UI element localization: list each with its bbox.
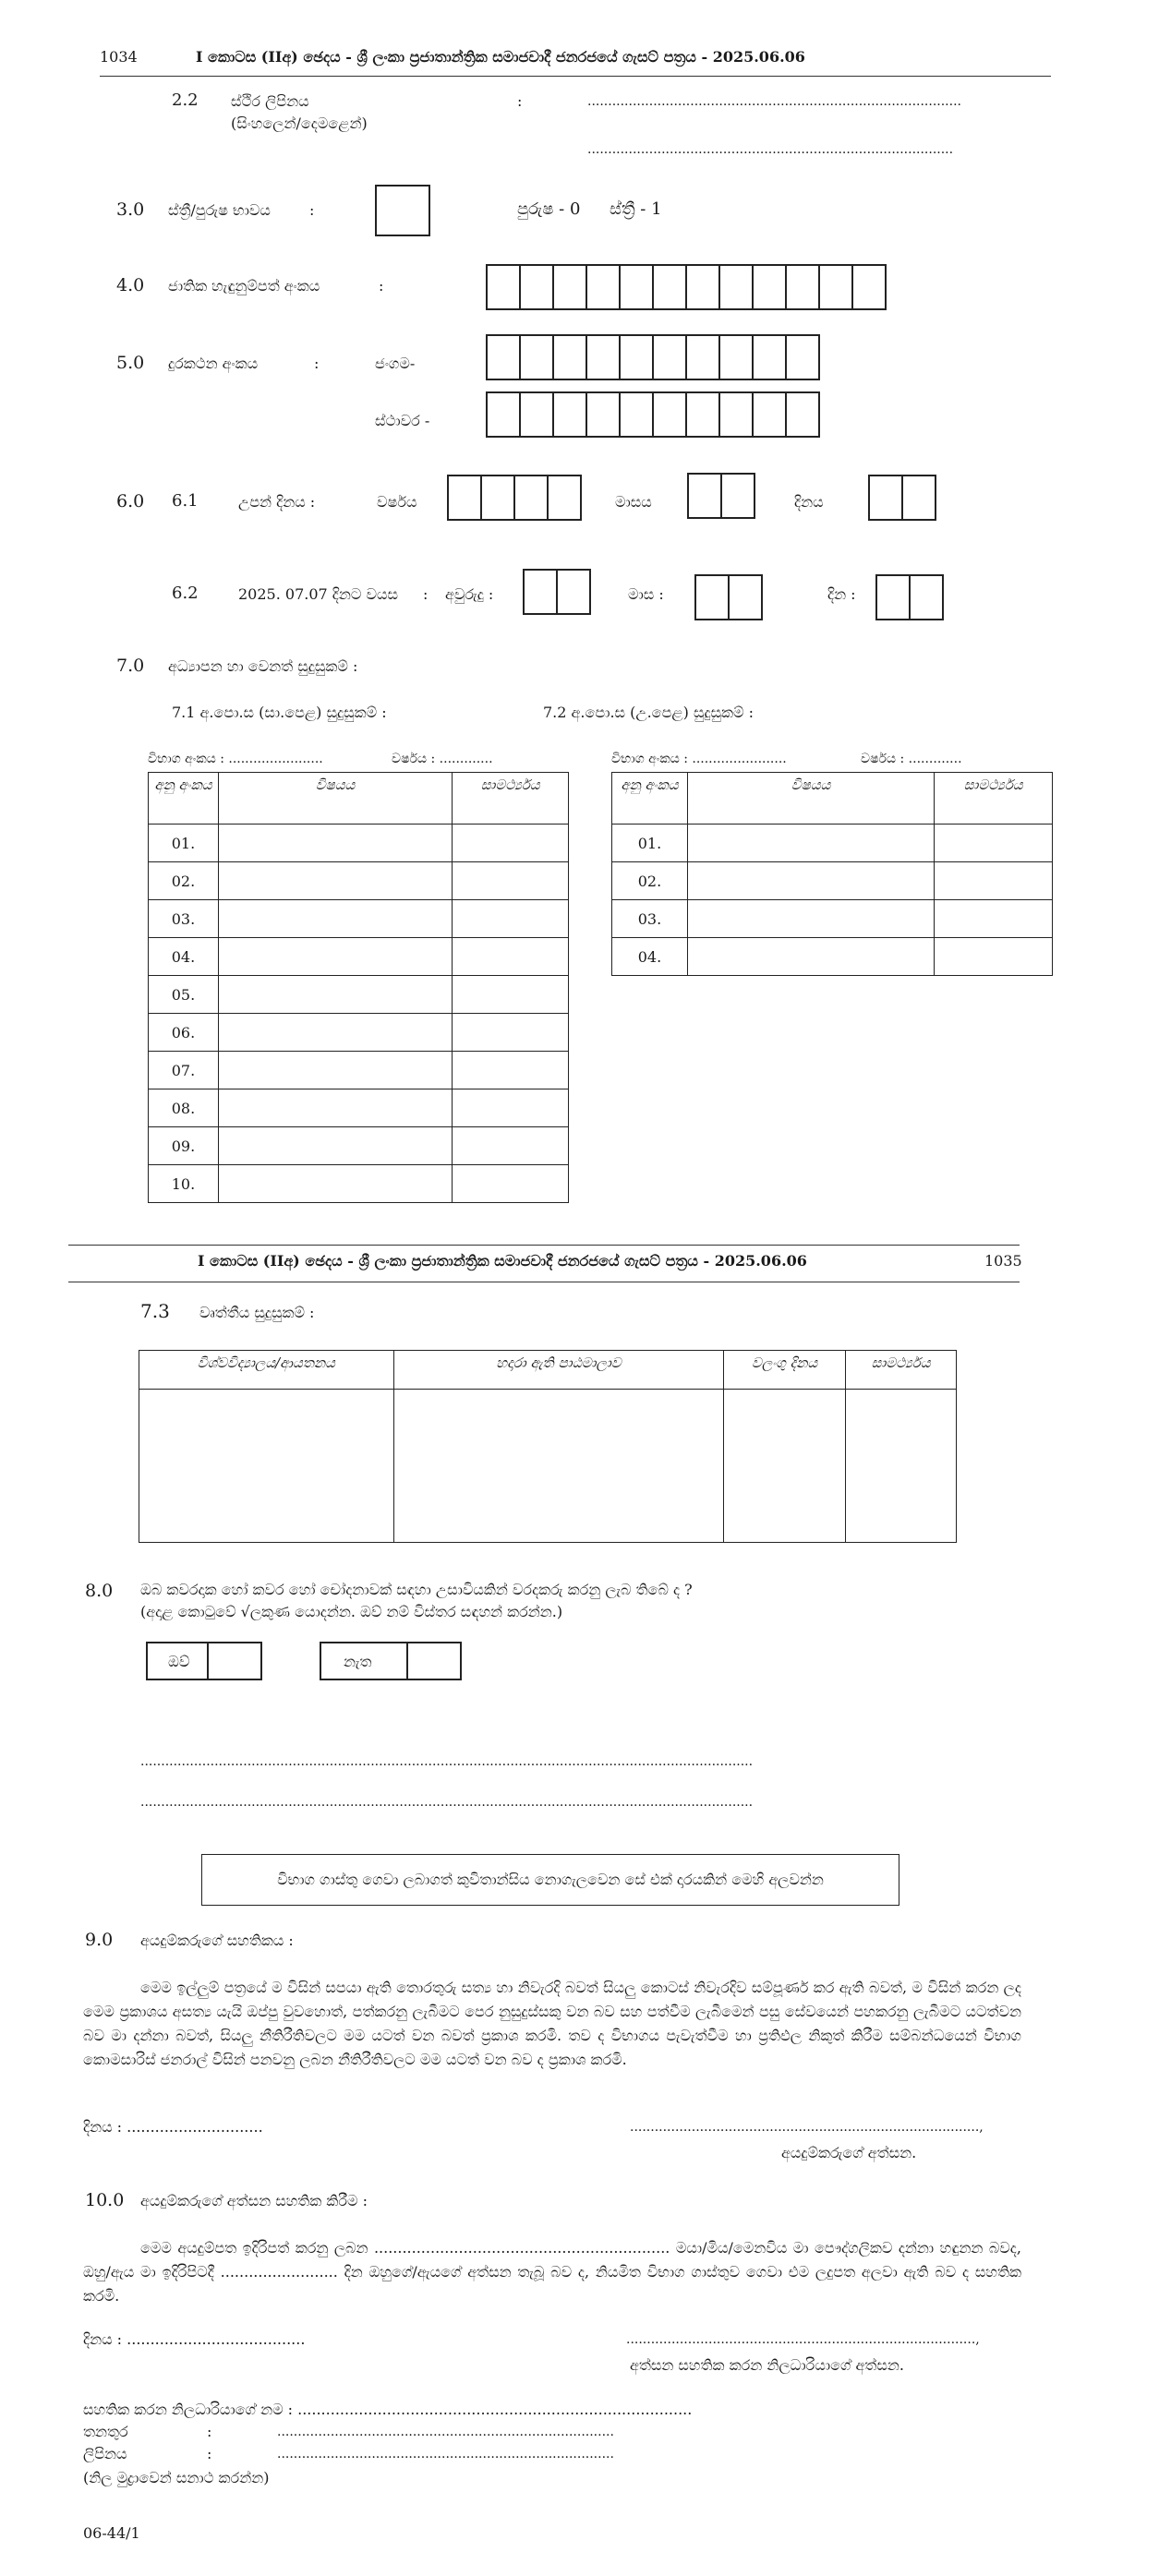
professional-table xyxy=(139,1350,957,1543)
receipt-notice-box xyxy=(201,1854,899,1906)
page-header: I කොටස (IIඅ) ඡෙදය - ශ්‍රී ලංකා ප්‍රජාතාන්ත්‍රික සමාජවාදී ජනරජයේ ගැසට් පත්‍රය - 2025.06.06 xyxy=(196,48,805,66)
colon: : xyxy=(379,277,384,295)
al-year[interactable]: වර්ෂය : ............. xyxy=(861,752,962,766)
s2-2-sub: (සිංහලෙන්/දෙමළෙන්) xyxy=(231,114,368,132)
s5-label: දුරකථන අංකය xyxy=(168,355,259,372)
yes-label: ඔව් xyxy=(168,1653,190,1670)
al-exam-no[interactable]: විභාග අංකය : ....................... xyxy=(611,752,787,766)
colon: : xyxy=(314,355,320,372)
s5-num: 5.0 xyxy=(116,353,145,373)
page-divider xyxy=(68,1245,1020,1246)
officer-post-label: තනතුර xyxy=(83,2423,128,2440)
s4-label: ජාතික හැඳුනුම්පත් අංකය xyxy=(168,277,320,295)
grade-cell[interactable] xyxy=(846,1390,957,1543)
fixed-label: ස්ථාවර - xyxy=(375,412,430,429)
s6-num: 6.0 xyxy=(116,491,145,512)
valid-date-cell[interactable] xyxy=(724,1390,846,1543)
colon: : xyxy=(423,585,429,603)
row-no: 04. xyxy=(612,938,688,976)
dob-month-boxes[interactable] xyxy=(687,473,755,519)
university-cell[interactable] xyxy=(139,1390,394,1543)
grade-cell[interactable] xyxy=(935,938,1053,976)
subject-cell[interactable] xyxy=(218,938,452,976)
s10-signature-label: අත්සන සහතික කරන නිලධාරියාගේ අත්සන. xyxy=(630,2356,904,2374)
grade-cell[interactable] xyxy=(453,976,569,1014)
age-days-label: දින : xyxy=(827,585,856,603)
grade-cell[interactable] xyxy=(453,1127,569,1165)
s9-declaration: මෙම ඉල්ලුම් පත්‍රයේ ම විසින් සපයා ඇති තොරතුරු සත්‍ය හා නිවැරදි බවත් සියලු කොටස් නිවැරදිව සම්පූර්ණ කර ඇති බවත්, ම විසින් කරන ලද මෙම ප්‍රකාශය අසත්‍ය යැයි ඔප්පු වුවහොත්, පත්කරනු ලැබීමට පෙර නුසුදුස්සකු වන බව සහ පත්වීම ලැබීමෙන් පසු සේවයෙන් පහකරනු ලැබීමට යටත්වන බව මා දන්නා බවත්, සියලු නීතිරීතිවලට මම යටත් වන බවත් ප්‍රකාශ කරමි. තව ද විභාගය පැවැත්වීම හා ප්‍රතිඵල නිකුත් කිරීම සම්බන්ධයෙන් විභාග කොමසාරිස් ජනරාල් විසින් පනවනු ලබන නීතිරීතිවලට මම යටත් වන බව ද ප්‍රකාශ කරමි. xyxy=(83,1979,1021,2068)
s9-num: 9.0 xyxy=(85,1930,114,1950)
table-row xyxy=(149,1014,569,1052)
subject-cell[interactable] xyxy=(218,825,452,862)
subject-cell[interactable] xyxy=(687,900,934,938)
table-row xyxy=(149,1089,569,1127)
subject-cell[interactable] xyxy=(218,1127,452,1165)
s7-2-label: 7.2 අ.පො.ස (උ.පෙළ) සුදුසුකම් : xyxy=(543,704,755,721)
subject-cell[interactable] xyxy=(218,976,452,1014)
s8-question: ඔබ කවරදාක හෝ කවර හෝ චෝදනාවක් සඳහා උසාවියකින් වරදකරු කරනු ලැබ තිබේ ද ? xyxy=(140,1581,693,1598)
col-grade: සාමර්ථ්‍යය xyxy=(453,773,569,825)
grade-cell[interactable] xyxy=(935,900,1053,938)
s9-date[interactable]: දිනය : ............................. xyxy=(83,2118,263,2136)
address-line-1[interactable]: ........................................................................................... xyxy=(587,94,961,109)
row-no: 06. xyxy=(149,1014,219,1052)
s7-label: අධ්‍යාපන හා වෙනත් සුදුසුකම් : xyxy=(168,657,358,675)
mobile-label: ජංගම- xyxy=(375,355,416,372)
no-checkbox[interactable] xyxy=(406,1642,462,1680)
nic-boxes[interactable] xyxy=(486,264,887,310)
row-no: 04. xyxy=(149,938,219,976)
grade-cell[interactable] xyxy=(453,862,569,900)
s7-num: 7.0 xyxy=(116,656,145,676)
age-years-boxes[interactable] xyxy=(523,569,591,615)
subject-cell[interactable] xyxy=(687,862,934,900)
table-row xyxy=(149,976,569,1014)
s3-label: ස්ත්‍රී/පුරුෂ භාවය xyxy=(168,201,271,219)
ol-exam-no[interactable]: විභාග අංකය : ....................... xyxy=(148,752,323,766)
col-university: විශ්වවිද්‍යාලය/ආයතනය xyxy=(139,1351,394,1390)
table-row xyxy=(149,900,569,938)
page-header-2: I කොටස (IIඅ) ඡෙදය - ශ්‍රී ලංකා ප්‍රජාතාන්ත්‍රික සමාජවාදී ජනරජයේ ගැසට් පත්‍රය - 2025.06.06 xyxy=(198,1252,807,1270)
col-course: හදාරා ඇති පාඨමාලාව xyxy=(393,1351,724,1390)
mobile-boxes[interactable] xyxy=(486,334,820,380)
male-note: පුරුෂ - 0 xyxy=(517,199,581,219)
page-number: 1034 xyxy=(100,48,138,66)
grade-cell[interactable] xyxy=(453,825,569,862)
subject-cell[interactable] xyxy=(687,825,934,862)
table-row xyxy=(149,938,569,976)
grade-cell[interactable] xyxy=(453,900,569,938)
footer-code: 06-44/1 xyxy=(83,2524,140,2542)
subject-cell[interactable] xyxy=(687,938,934,976)
grade-cell[interactable] xyxy=(935,825,1053,862)
col-valid-date: වලංගු දිනය xyxy=(724,1351,846,1390)
s7-3-label: වෘත්තීය සුදුසුකම් : xyxy=(199,1304,315,1321)
officer-name[interactable]: සහතික කරන නිලධාරියාගේ නම : .................................................................................... xyxy=(83,2401,693,2418)
age-months-label: මාස : xyxy=(628,585,664,603)
fixed-boxes[interactable] xyxy=(486,391,820,438)
grade-cell[interactable] xyxy=(453,938,569,976)
course-cell[interactable] xyxy=(393,1390,724,1543)
table-row xyxy=(149,825,569,862)
s10-date[interactable]: දිනය : ...................................... xyxy=(83,2330,306,2348)
age-years-label: අවුරුදු : xyxy=(445,585,494,603)
ol-results-table xyxy=(148,772,569,1203)
subject-cell[interactable] xyxy=(218,900,452,938)
yes-checkbox[interactable] xyxy=(207,1642,262,1680)
table-row xyxy=(139,1390,957,1543)
dob-year-label: වර්ෂය xyxy=(377,493,417,511)
s6-2-num: 6.2 xyxy=(172,584,199,603)
subject-cell[interactable] xyxy=(218,1089,452,1127)
officer-address-line[interactable]: .................................................................................. xyxy=(277,2447,614,2462)
col-subject: විෂයය xyxy=(687,773,934,825)
subject-cell[interactable] xyxy=(218,862,452,900)
s2-2-label: ස්ථිර ලිපිනය xyxy=(231,92,309,110)
row-no: 05. xyxy=(149,976,219,1014)
s9-label: අයදුම්කරුගේ සහතිකය : xyxy=(140,1932,294,1949)
col-grade: සාමර්ථ්‍යය xyxy=(935,773,1053,825)
grade-cell[interactable] xyxy=(453,1052,569,1089)
s10-label: අයදුම්කරුගේ අත්සන සහතික කිරීම : xyxy=(140,2192,368,2209)
dob-day-boxes[interactable] xyxy=(868,475,936,521)
table-row xyxy=(149,1127,569,1165)
row-no: 02. xyxy=(612,862,688,900)
officer-address-label: ලිපිනය xyxy=(83,2445,127,2462)
s8-instruction: (අදාළ කොටුවේ √ලකුණ යොදන්න. ඔව් නම් විස්තර සඳහන් කරන්න.) xyxy=(140,1603,563,1620)
details-line-2[interactable]: ..................................................................................................................................................... xyxy=(140,1795,754,1810)
table-row xyxy=(149,862,569,900)
age-label: 2025. 07.07 දිනට වයස xyxy=(238,585,398,603)
subject-cell[interactable] xyxy=(218,1052,452,1089)
gender-box[interactable] xyxy=(375,185,430,236)
subject-cell[interactable] xyxy=(218,1165,452,1203)
s9-signature-line[interactable]: ....................................................................................., xyxy=(630,2120,984,2135)
s4-num: 4.0 xyxy=(116,275,145,295)
row-no: 02. xyxy=(149,862,219,900)
col-no: අනු අංකය xyxy=(612,773,688,825)
grade-cell[interactable] xyxy=(453,1165,569,1203)
colon: : xyxy=(207,2445,212,2462)
ol-year[interactable]: වර්ෂය : ............. xyxy=(392,752,493,766)
subject-cell[interactable] xyxy=(218,1014,452,1052)
s10-signature-line[interactable]: ....................................................................................., xyxy=(626,2332,980,2347)
al-results-table xyxy=(611,772,1053,976)
grade-cell[interactable] xyxy=(453,1089,569,1127)
s10-certification: මෙම අයදුම්පත ඉදිරිපත් කරනු ලබන ............................................................... මයා/මිය/මෙනවිය මා පෞද්ගලිකව දන්නා හඳුනන බවද, ඔහු/ඇය මා ඉදිරිපිටදී ......................... දින ඔහුගේ/ඇයගේ අත්සන තැබූ බව ද, නියමිත විභාග ගාස්තුව ගෙවා එම ලදුපත අලවා ඇති බව ද සහතික කරමි. xyxy=(83,2239,1021,2305)
row-no: 08. xyxy=(149,1089,219,1127)
grade-cell[interactable] xyxy=(453,1014,569,1052)
no-option xyxy=(320,1642,462,1680)
no-label: නැත xyxy=(344,1653,372,1670)
colon: : xyxy=(207,2423,212,2440)
details-line-1[interactable]: ..................................................................................................................................................... xyxy=(140,1754,754,1769)
s7-1-label: 7.1 අ.පො.ස (සා.පෙළ) සුදුසුකම් : xyxy=(172,704,387,721)
s3-num: 3.0 xyxy=(116,199,145,220)
yes-option xyxy=(146,1642,262,1680)
table-row xyxy=(612,862,1053,900)
receipt-notice: විභාග ගාස්තු ගෙවා ලබාගත් කුවිතාන්සිය නොගැලවෙන සේ එක් දාරයකින් මෙහි අලවන්න xyxy=(277,1871,824,1888)
dob-year-boxes[interactable] xyxy=(447,475,582,521)
table-row xyxy=(612,900,1053,938)
dob-label: උපන් දිනය : xyxy=(238,493,316,511)
row-no: 10. xyxy=(149,1165,219,1203)
col-grade: සාමර්ථ්‍යය xyxy=(846,1351,957,1390)
header-rule xyxy=(100,76,1051,77)
row-no: 07. xyxy=(149,1052,219,1089)
row-no: 01. xyxy=(149,825,219,862)
s6-1-num: 6.1 xyxy=(172,491,199,511)
officer-post-line[interactable]: .................................................................................. xyxy=(277,2425,614,2439)
colon: : xyxy=(517,92,523,110)
col-subject: විෂයය xyxy=(218,773,452,825)
colon: : xyxy=(309,201,315,219)
s7-3-num: 7.3 xyxy=(140,1300,170,1322)
address-line-2[interactable]: ......................................................................................... xyxy=(587,142,954,157)
row-no: 03. xyxy=(149,900,219,938)
s2-2-num: 2.2 xyxy=(172,90,199,110)
table-row xyxy=(149,1052,569,1089)
row-no: 03. xyxy=(612,900,688,938)
age-months-boxes[interactable] xyxy=(694,574,763,620)
table-row xyxy=(612,825,1053,862)
page-number-2: 1035 xyxy=(984,1252,1022,1270)
age-days-boxes[interactable] xyxy=(875,574,944,620)
dob-day-label: දිනය xyxy=(794,493,824,511)
table-row xyxy=(612,938,1053,976)
grade-cell[interactable] xyxy=(935,862,1053,900)
row-no: 01. xyxy=(612,825,688,862)
seal-note: (නිල මුද්‍රාවෙන් සනාථ කරන්න) xyxy=(83,2469,270,2486)
s8-num: 8.0 xyxy=(85,1581,114,1601)
row-no: 09. xyxy=(149,1127,219,1165)
col-no: අනු අංකය xyxy=(149,773,219,825)
table-row xyxy=(149,1165,569,1203)
female-note: ස්ත්‍රී - 1 xyxy=(610,199,662,219)
s10-num: 10.0 xyxy=(85,2190,125,2210)
dob-month-label: මාසය xyxy=(615,493,652,511)
s9-signature-label: අයදුම්කරුගේ අත්සන. xyxy=(781,2144,917,2161)
